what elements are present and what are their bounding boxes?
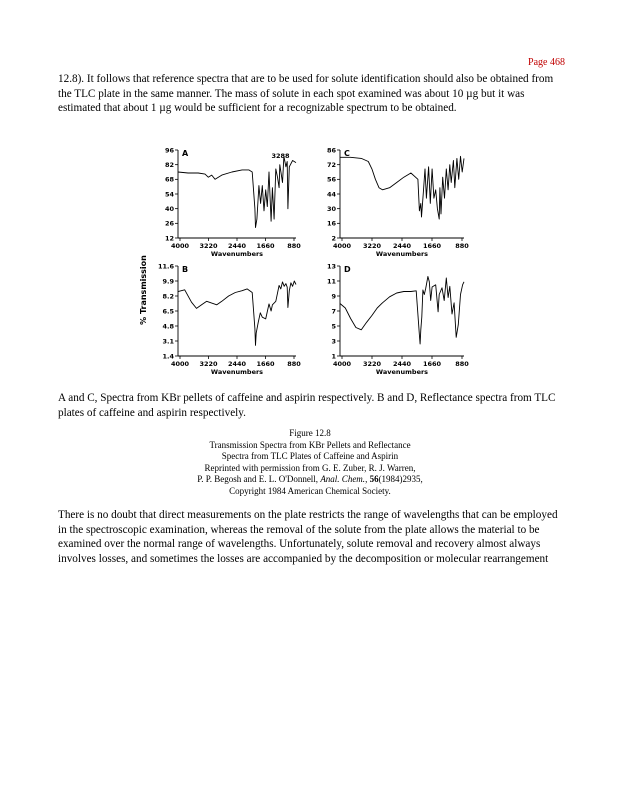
x-tick-label: 880 bbox=[287, 360, 301, 368]
y-tick-label: 9 bbox=[331, 292, 336, 301]
y-tick-label: 44 bbox=[326, 190, 336, 199]
spectrum-line-c bbox=[340, 156, 464, 219]
x-tick-label: 4000 bbox=[332, 360, 352, 368]
spectrum-line-a bbox=[178, 156, 296, 227]
panel-label: A bbox=[182, 149, 189, 158]
y-tick-label: 26 bbox=[164, 219, 174, 228]
spectra-figure bbox=[130, 142, 490, 387]
y-tick-label: 86 bbox=[326, 146, 336, 155]
x-tick-label: 1660 bbox=[256, 360, 275, 368]
x-tick-label: 4000 bbox=[170, 242, 190, 250]
x-axis-title: Wavenumbers bbox=[375, 250, 429, 258]
x-tick-label: 2440 bbox=[392, 242, 412, 250]
x-tick-label: 4000 bbox=[170, 360, 190, 368]
y-tick-label: 3 bbox=[331, 337, 336, 346]
x-axis-title: Wavenumbers bbox=[375, 368, 429, 376]
spectrum-line-d bbox=[340, 277, 464, 345]
page-number: Page 468 bbox=[528, 57, 565, 68]
y-tick-label: 13 bbox=[326, 262, 336, 271]
y-tick-label: 3.1 bbox=[162, 337, 174, 346]
panel-label: D bbox=[344, 265, 351, 274]
figure-12-8 bbox=[130, 142, 490, 387]
panel-label: B bbox=[182, 265, 189, 274]
x-tick-label: 880 bbox=[455, 360, 469, 368]
y-tick-label: 8.2 bbox=[162, 292, 174, 301]
x-tick-label: 880 bbox=[287, 242, 301, 250]
paragraph-bottom: There is no doubt that direct measurements on the plate restricts the range of wavelengths that can be employed in the spectroscopic examination, whereas the removal of the solute from the plate allows the material to be examined over the normal range of wavelengths. Unfortunately, solute removal and recovery almost always involves losses, and sometimes the losses are accompanied by the decomposition or molecular rearrangement bbox=[58, 509, 558, 565]
y-tick-label: 1 bbox=[331, 352, 336, 361]
y-axis-title: % Transmission bbox=[139, 255, 148, 325]
y-tick-label: 68 bbox=[164, 175, 174, 184]
y-tick-label: 11 bbox=[326, 277, 336, 286]
caption-volume: 56 bbox=[369, 474, 379, 485]
y-tick-label: 4.8 bbox=[162, 322, 174, 331]
spectrum-line-b bbox=[178, 281, 296, 345]
y-tick-label: 6.5 bbox=[162, 307, 174, 316]
x-tick-label: 1660 bbox=[422, 360, 442, 368]
x-tick-label: 2440 bbox=[392, 360, 412, 368]
y-tick-label: 11.6 bbox=[157, 262, 174, 271]
x-tick-label: 2440 bbox=[227, 360, 247, 368]
x-tick-label: 3220 bbox=[362, 242, 382, 250]
caption-citation bbox=[140, 474, 480, 486]
x-axis-title: Wavenumbers bbox=[210, 250, 264, 258]
paragraph-top: 12.8). It follows that reference spectra that are to be used for solute identification should also be obtained from the TLC plate in the same manner. The mass of solute in each spot examined was about 10 µg but it was estimated that about 1 µg would be sufficient for a recognizable spectrum to be obtained. bbox=[58, 73, 554, 115]
x-tick-label: 1660 bbox=[422, 242, 442, 250]
x-tick-label: 4000 bbox=[332, 242, 352, 250]
y-tick-label: 96 bbox=[164, 146, 174, 155]
caption-authors: P. P. Begosh and E. L. O'Donnell, bbox=[197, 474, 321, 485]
x-tick-label: 3220 bbox=[199, 242, 218, 250]
y-tick-label: 56 bbox=[326, 175, 336, 184]
y-tick-label: 7 bbox=[331, 307, 336, 316]
caption-line: Spectra from TLC Plates of Caffeine and Aspirin bbox=[221, 451, 399, 462]
x-axis-title: Wavenumbers bbox=[210, 368, 264, 376]
y-tick-label: 9.9 bbox=[162, 277, 174, 286]
y-tick-label: 12 bbox=[164, 234, 174, 243]
caption-label: Figure 12.8 bbox=[289, 428, 331, 438]
caption-sep: , bbox=[365, 474, 370, 485]
x-tick-label: 880 bbox=[455, 242, 469, 250]
x-tick-label: 2440 bbox=[227, 242, 247, 250]
x-tick-label: 3220 bbox=[362, 360, 382, 368]
figure-description: A and C, Spectra from KBr pellets of caffeine and aspirin respectively. B and D, Reflectance spectra from TLC plates of caffeine and aspirin respectively. bbox=[58, 392, 556, 419]
caption-copyright: Copyright 1984 American Chemical Society. bbox=[229, 485, 391, 496]
caption-pages: (1984)2935, bbox=[378, 474, 423, 485]
y-tick-label: 2 bbox=[331, 234, 336, 243]
caption-line: Reprinted with permission from G. E. Zuber, R. J. Warren, bbox=[204, 462, 416, 473]
figure-caption bbox=[140, 428, 480, 498]
x-tick-label: 3220 bbox=[199, 360, 218, 368]
y-tick-label: 1.4 bbox=[162, 352, 174, 361]
caption-line: Transmission Spectra from KBr Pellets and Reflectance bbox=[209, 439, 411, 450]
x-tick-label: 1660 bbox=[256, 242, 275, 250]
y-tick-label: 16 bbox=[326, 219, 336, 228]
y-tick-label: 30 bbox=[326, 204, 336, 213]
panel-label: C bbox=[344, 149, 350, 158]
panel-annotation: 3288 bbox=[271, 152, 290, 160]
y-tick-label: 40 bbox=[164, 204, 174, 213]
caption-journal: Anal. Chem. bbox=[320, 474, 366, 485]
y-tick-label: 5 bbox=[331, 322, 336, 331]
y-tick-label: 72 bbox=[326, 160, 336, 169]
y-tick-label: 54 bbox=[164, 190, 174, 199]
y-tick-label: 82 bbox=[164, 160, 174, 169]
